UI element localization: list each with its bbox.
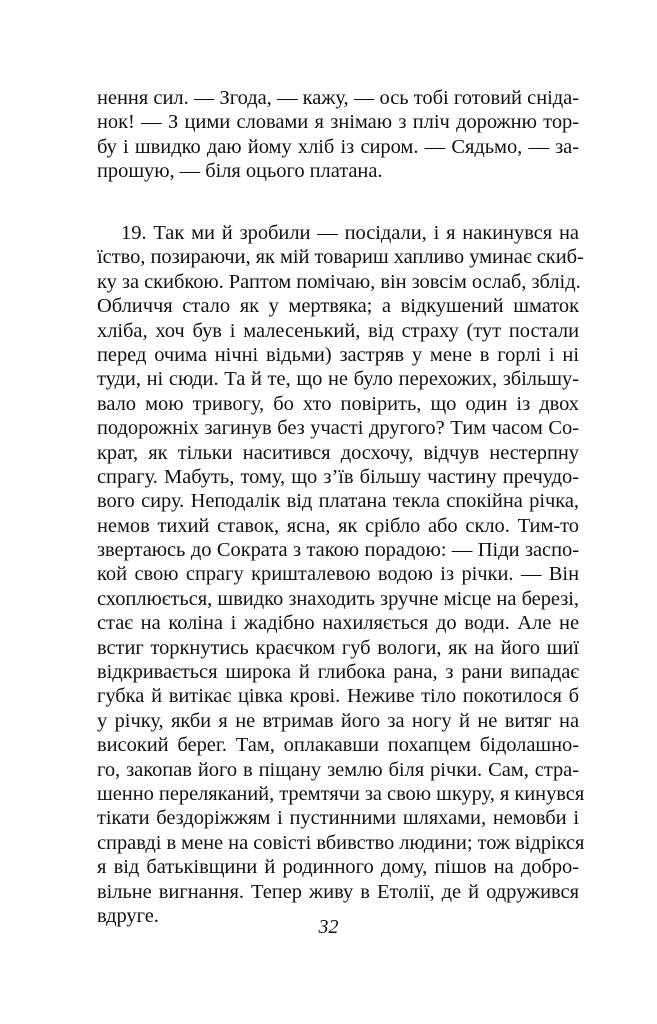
- text-line: тікати бездоріжжям і пустинними шляхами, немовби і: [97, 807, 579, 830]
- text-line: відкривається широка й глибока рана, з рани випадає: [97, 661, 579, 684]
- text-line: вільне вигнання. Тепер живу в Етолії, де й одружився: [97, 880, 579, 903]
- text-line: хліба, хоч був і малесенький, від страху (тут постали: [97, 319, 579, 342]
- text-line: туди, ні сюди. Та й те, що не було перехожих, збільшу-: [97, 368, 579, 391]
- text-line: їство, позираючи, як мій товариш хапливо уминає скиб-: [97, 246, 584, 269]
- text-line: вало мою тривогу, бо хто повірить, що один із двох: [97, 392, 579, 415]
- text-line: звертаюсь до Сократа з такою порадою: — Піди заспо-: [97, 539, 579, 562]
- text-line: 19. Так ми й зробили — посідали, і я накинувся на: [121, 222, 579, 244]
- text-line: бу і швидко даю йому хліб із сиром. — Сядьмо, — за-: [97, 135, 579, 158]
- paragraph-19: [97, 221, 585, 928]
- text-line: губка й витікає цівка крові. Неживе тіло покотилося б: [97, 685, 579, 708]
- text-line: немов тихий ставок, ясна, як срібло або скло. Тим-то: [97, 514, 579, 537]
- text-line: подорожніх загинув без участі другого? Тим часом Со-: [97, 417, 579, 440]
- text-line: Обличчя стало як у мертвяка; а відкушений шматок: [97, 295, 579, 318]
- page-number: 32: [318, 916, 339, 938]
- text-line: у річку, якби я не втримав його за ногу й не витяг на: [97, 709, 579, 732]
- text-line: справді в мене на совісті вбивство людини; тож відрікся: [97, 831, 585, 854]
- text-line: нок! — З цими словами я знімаю з пліч дорожню тор-: [97, 111, 579, 134]
- text-line: вого сиру. Неподалік від платана текла спокійна річка,: [97, 490, 579, 513]
- text-line: вдруге.: [97, 904, 159, 927]
- text-line: перед очима нічні відьми) застряв у мене в горлі і ні: [97, 343, 579, 366]
- text-line: шенно переляканий, тремтячи за свою шкуру, я кинувся: [97, 782, 585, 805]
- text-line: крат, як тільки наситився досхочу, відчув нестерпну: [97, 441, 579, 464]
- text-line: спрагу. Мабуть, тому, що з’їв більшу частину пречудо-: [97, 465, 579, 488]
- text-line: прошую, — біля оцього платана.: [97, 160, 383, 183]
- text-line: го, закопав його в піщану землю біля річки. Сам, стра-: [97, 758, 579, 781]
- text-line: стає на коліна і жадібно нахиляється до води. Але не: [97, 612, 579, 635]
- text-line: встиг торкнутись краєчком губ вологи, як на його шиї: [97, 636, 579, 659]
- paragraph-continuation: [97, 86, 579, 184]
- text-line: ку за скибкою. Раптом помічаю, він зовсім ослаб, зблід.: [97, 270, 581, 293]
- text-line: нення сил. — Згода, — кажу, — ось тобі готовий сніда-: [97, 87, 579, 109]
- text-line: кой свою спрагу кришталевою водою із річки. — Він: [97, 563, 579, 586]
- text-line: високий берег. Там, оплакавши похапцем бідолашно-: [97, 734, 579, 757]
- text-line: я від батьківщини й родинного дому, пішов на добро-: [97, 856, 579, 879]
- text-line: схоплюється, швидко знаходить зручне місце на березі,: [97, 587, 579, 610]
